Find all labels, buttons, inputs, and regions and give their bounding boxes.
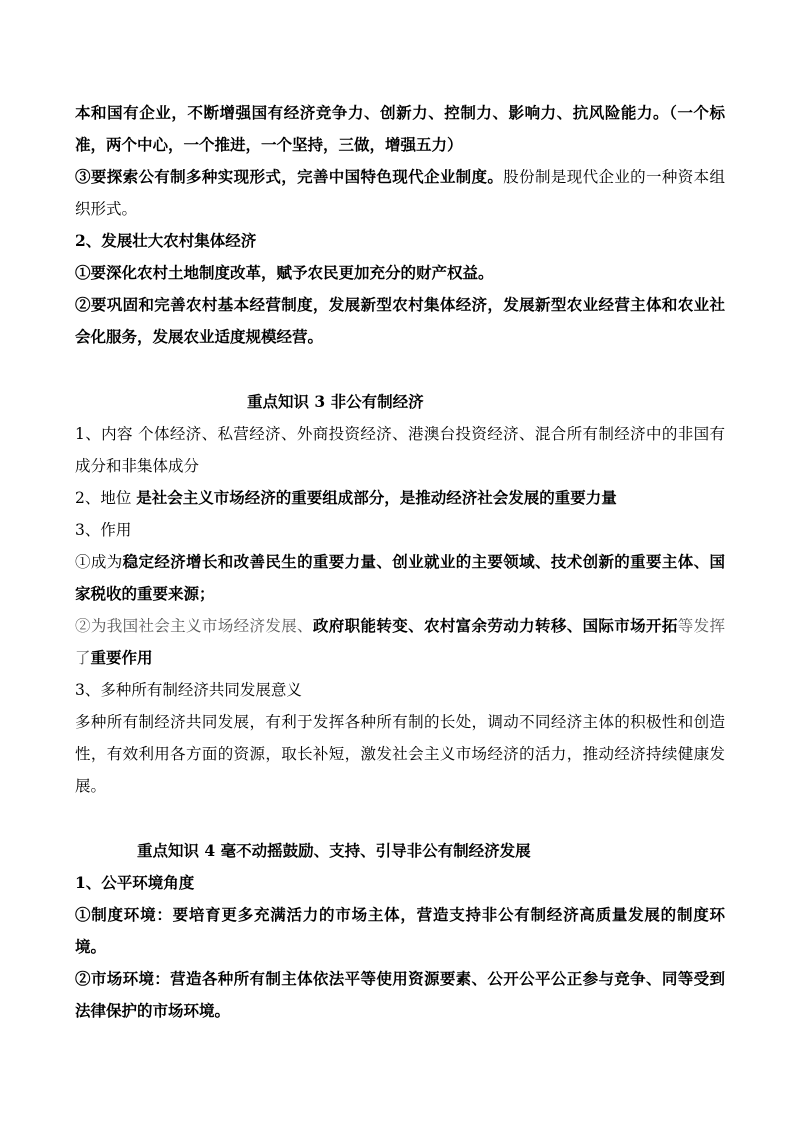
- paragraph-role-heading: 3、作用: [75, 521, 132, 539]
- paragraph-significance-heading: 3、多种所有制经济共同发展意义: [75, 681, 302, 699]
- paragraph-content: 1、内容 个体经济、私营经济、外商投资经济、港澳台投资经济、混合所有制经济中的非国有成分和非集体成分: [75, 425, 725, 475]
- subheading-fair-environment: 1、公平环境角度: [75, 873, 195, 892]
- section-heading-non-public-economy: 重点知识 3 非公有制经济: [247, 392, 424, 411]
- paragraph-role-1: ①成为稳定经济增长和改善民生的重要力量、创业就业的主要领域、技术创新的重要主体、国家税收的重要来源；: [75, 552, 725, 603]
- subheading-rural-collective-economy: 2、发展壮大农村集体经济: [75, 231, 257, 250]
- paragraph-institutional-environment: ①制度环境：要培育更多充满活力的市场主体，营造支持非公有制经济高质量发展的制度环境。: [75, 905, 725, 956]
- section-heading-encourage-support-guide: 重点知识 4 毫不动摇鼓励、支持、引导非公有制经济发展: [137, 841, 531, 860]
- paragraph-significance: 多种所有制经济共同发展，有利于发挥各种所有制的长处，调动不同经济主体的积极性和创造性，有效利用各方面的资源，取长补短，激发社会主义市场经济的活力，推动经济持续健康发展。: [75, 713, 725, 795]
- paragraph-status: 2、地位 是社会主义市场经济的重要组成部分，是推动经济社会发展的重要力量: [75, 488, 617, 507]
- paragraph-state-enterprise: 本和国有企业，不断增强国有经济竞争力、创新力、控制力、影响力、抗风险能力。（一个标准，两个中心，一个推进，一个坚持，三做，增强五力）: [75, 103, 725, 154]
- paragraph-rural-land-reform: ①要深化农村土地制度改革，赋予农民更加充分的财产权益。: [75, 263, 494, 282]
- paragraph-public-ownership-forms: ③要探索公有制多种实现形式，完善中国特色现代企业制度。股份制是现代企业的一种资本组织形式。: [75, 167, 725, 218]
- paragraph-role-2: ②为我国社会主义市场经济发展、政府职能转变、农村富余劳动力转移、国际市场开拓等发挥了重要作用: [75, 616, 725, 667]
- document-page: [75, 97, 725, 1027]
- paragraph-rural-basic-system: ②要巩固和完善农村基本经营制度，发展新型农村集体经济，发展新型农业经营主体和农业社会化服务，发展农业适度规模经营。: [75, 295, 725, 346]
- paragraph-market-environment: ②市场环境：营造各种所有制主体依法平等使用资源要素、公开公平公正参与竞争、同等受到法律保护的市场环境。: [75, 969, 725, 1020]
